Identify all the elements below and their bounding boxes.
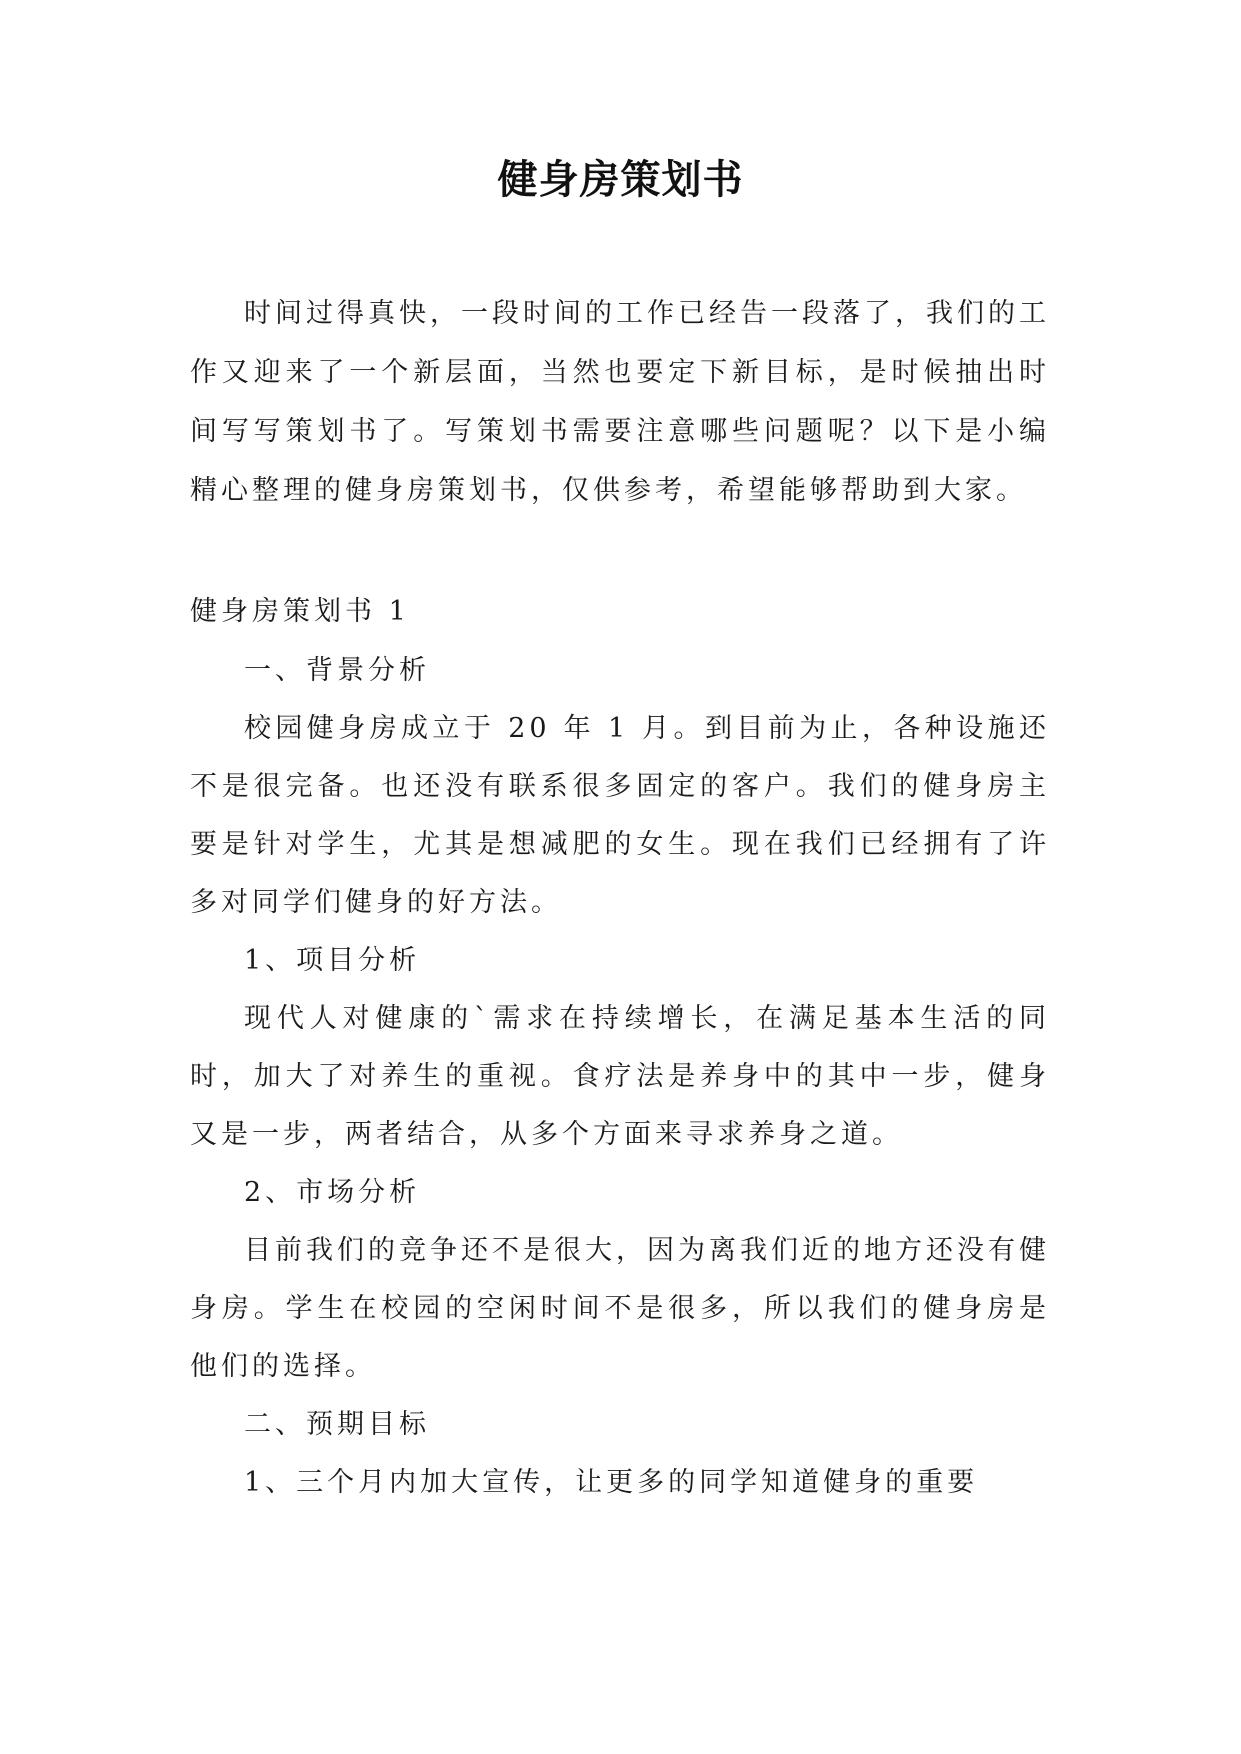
paragraph-project: 现代人对健康的`需求在持续增长，在满足基本生活的同时，加大了对养生的重视。食疗法是养身中的其中一步，健身又是一步，两者结合，从多个方面来寻求养身之道。 xyxy=(190,1003,1050,1150)
heading-project-analysis: 1、项目分析 xyxy=(244,945,421,976)
heading-expected-goals: 二、预期目标 xyxy=(244,1409,430,1440)
section-title: 健身房策划书 1 xyxy=(190,596,410,627)
heading-market-analysis: 2、市场分析 xyxy=(244,1177,421,1208)
paragraph-background: 校园健身房成立于 20 年 1 月。到目前为止，各种设施还不是很完备。也还没有联系很多固定的客户。我们的健身房主要是针对学生，尤其是想减肥的女生。现在我们已经拥有了许多对同学们健身的好方法。 xyxy=(190,713,1050,918)
document-body xyxy=(190,284,1050,1512)
spacer xyxy=(190,520,1050,582)
paragraph-goal-1: 1、三个月内加大宣传，让更多的同学知道健身的重要 xyxy=(244,1467,979,1498)
paragraph-market: 目前我们的竞争还不是很大，因为离我们近的地方还没有健身房。学生在校园的空闲时间不是很多，所以我们的健身房是他们的选择。 xyxy=(190,1235,1050,1382)
intro-paragraph: 时间过得真快，一段时间的工作已经告一段落了，我们的工作又迎来了一个新层面，当然也要定下新目标，是时候抽出时间写写策划书了。写策划书需要注意哪些问题呢？以下是小编精心整理的健身房策划书，仅供参考，希望能够帮助到大家。 xyxy=(190,298,1050,506)
heading-background-analysis: 一、背景分析 xyxy=(244,655,430,686)
document-title: 健身房策划书 xyxy=(497,157,744,203)
